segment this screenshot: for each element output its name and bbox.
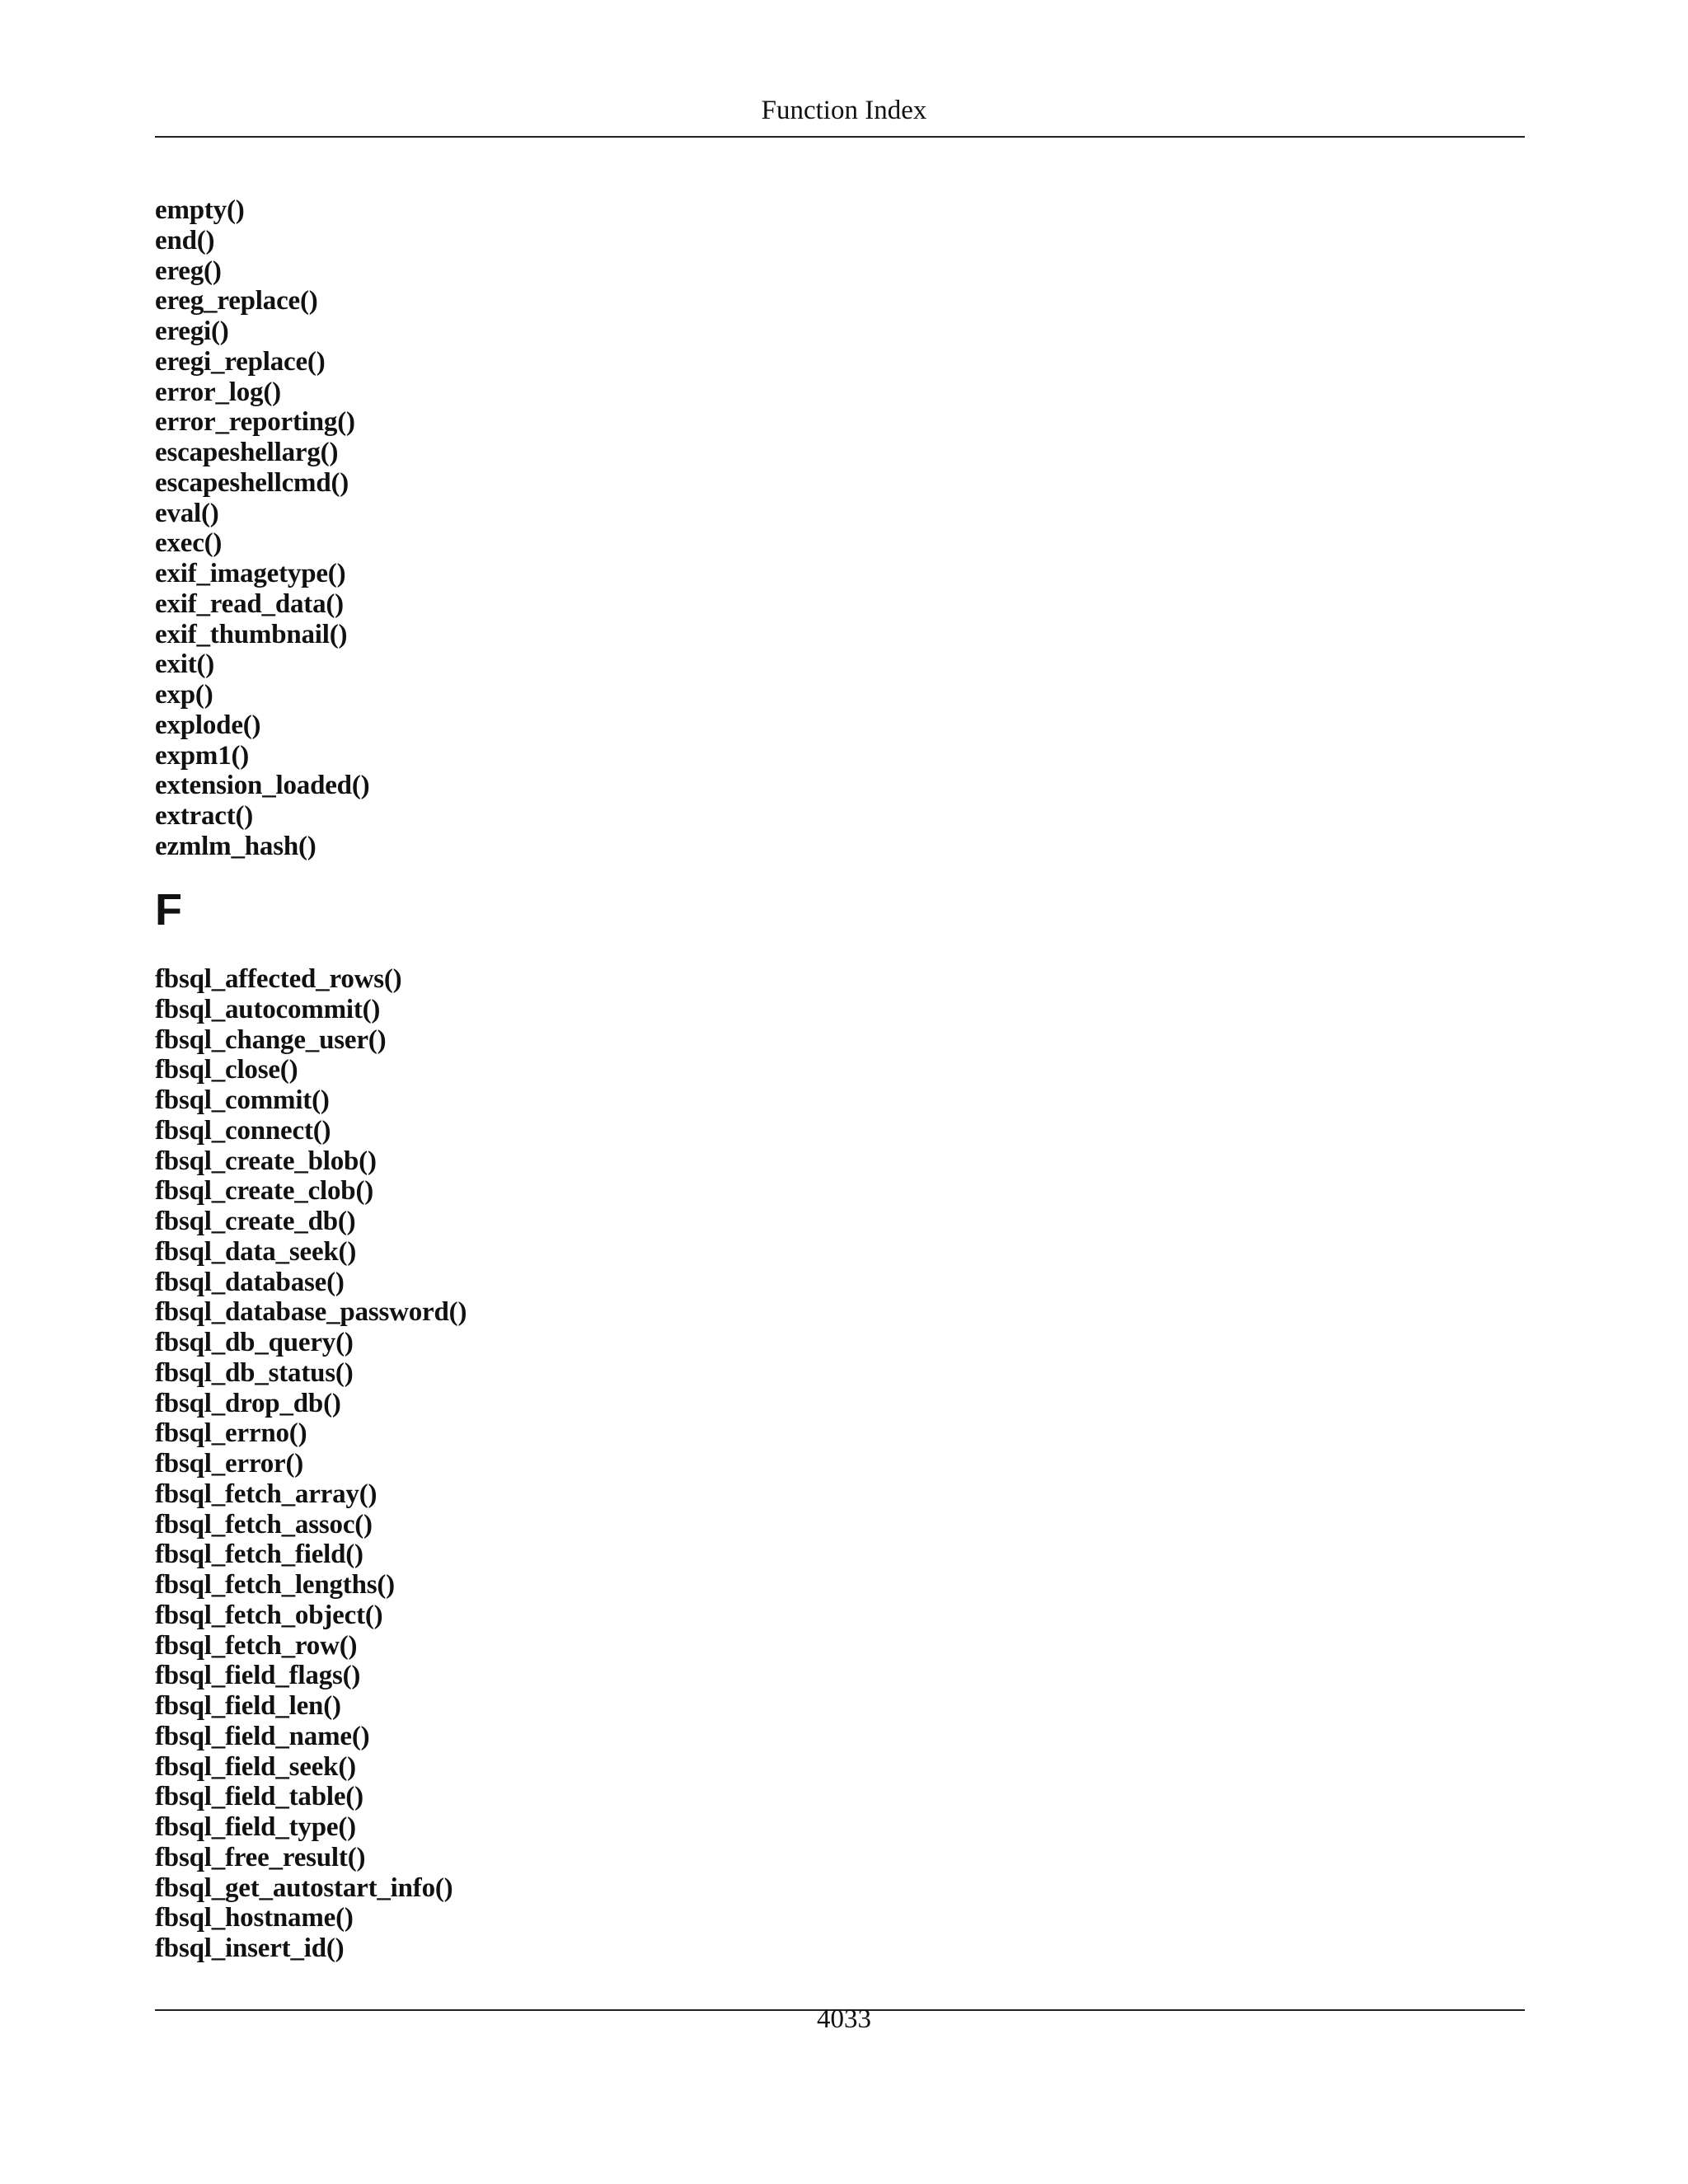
index-entry: escapeshellarg() <box>155 438 339 467</box>
index-entry: exp() <box>155 680 213 710</box>
section-heading-f: F <box>155 885 182 935</box>
index-entry: extract() <box>155 801 254 831</box>
index-entry: fbsql_errno() <box>155 1418 307 1449</box>
index-entry: ereg() <box>155 255 222 286</box>
index-entry: fbsql_field_table() <box>155 1782 363 1812</box>
page-number: 4033 <box>817 2004 871 2034</box>
index-entry: fbsql_database() <box>155 1267 345 1297</box>
index-entry: fbsql_drop_db() <box>155 1388 341 1418</box>
index-entry: fbsql_fetch_lengths() <box>155 1570 395 1600</box>
index-entry: fbsql_db_query() <box>155 1328 354 1357</box>
index-entry: fbsql_hostname() <box>155 1903 354 1933</box>
index-entry: fbsql_data_seek() <box>155 1236 357 1267</box>
index-entry: exif_thumbnail() <box>155 619 348 649</box>
index-entry: exif_imagetype() <box>155 559 346 588</box>
index-entry: end() <box>155 225 215 255</box>
index-entry: fbsql_get_autostart_info() <box>155 1872 453 1903</box>
index-entry: fbsql_fetch_row() <box>155 1630 358 1661</box>
index-entry: fbsql_create_blob() <box>155 1146 377 1176</box>
header-divider <box>155 136 1525 138</box>
index-entry: escapeshellcmd() <box>155 467 349 498</box>
index-entry: fbsql_create_clob() <box>155 1176 374 1207</box>
index-entry: fbsql_fetch_object() <box>155 1600 383 1630</box>
index-entry: fbsql_error() <box>155 1449 304 1479</box>
index-entry: fbsql_field_type() <box>155 1812 356 1842</box>
index-entry: error_reporting() <box>155 407 355 438</box>
index-entry: explode() <box>155 710 261 740</box>
index-entry: fbsql_fetch_array() <box>155 1479 377 1509</box>
index-entry: eregi_replace() <box>155 346 326 377</box>
index-entry: fbsql_fetch_field() <box>155 1540 363 1570</box>
index-entry: exif_read_data() <box>155 588 344 619</box>
index-entry: extension_loaded() <box>155 771 370 801</box>
index-entry: fbsql_affected_rows() <box>155 964 402 994</box>
function-index-list-f <box>155 964 467 1964</box>
index-entry: fbsql_connect() <box>155 1115 331 1146</box>
index-entry: fbsql_field_len() <box>155 1691 341 1721</box>
index-entry: ezmlm_hash() <box>155 831 316 861</box>
index-entry: error_log() <box>155 377 281 407</box>
index-entry: eregi() <box>155 316 229 346</box>
index-entry: eval() <box>155 498 219 528</box>
index-entry: fbsql_commit() <box>155 1085 330 1115</box>
index-entry: fbsql_insert_id() <box>155 1933 345 1963</box>
index-entry: fbsql_fetch_assoc() <box>155 1509 373 1540</box>
function-index-list-e <box>155 195 369 862</box>
index-entry: fbsql_change_user() <box>155 1024 387 1055</box>
page-header-title: Function Index <box>761 96 927 125</box>
index-entry: fbsql_autocommit() <box>155 994 381 1024</box>
index-entry: fbsql_field_name() <box>155 1721 370 1751</box>
index-entry: expm1() <box>155 740 250 771</box>
index-entry: fbsql_close() <box>155 1055 298 1085</box>
index-entry: fbsql_field_seek() <box>155 1751 356 1782</box>
index-entry: fbsql_database_password() <box>155 1297 467 1328</box>
index-entry: ereg_replace() <box>155 286 318 316</box>
index-entry: exec() <box>155 528 223 559</box>
index-entry: exit() <box>155 649 215 680</box>
index-entry: fbsql_db_status() <box>155 1357 354 1388</box>
index-entry: fbsql_free_result() <box>155 1842 366 1872</box>
index-entry: fbsql_field_flags() <box>155 1661 361 1691</box>
index-entry: fbsql_create_db() <box>155 1207 356 1236</box>
index-entry: empty() <box>155 195 245 225</box>
